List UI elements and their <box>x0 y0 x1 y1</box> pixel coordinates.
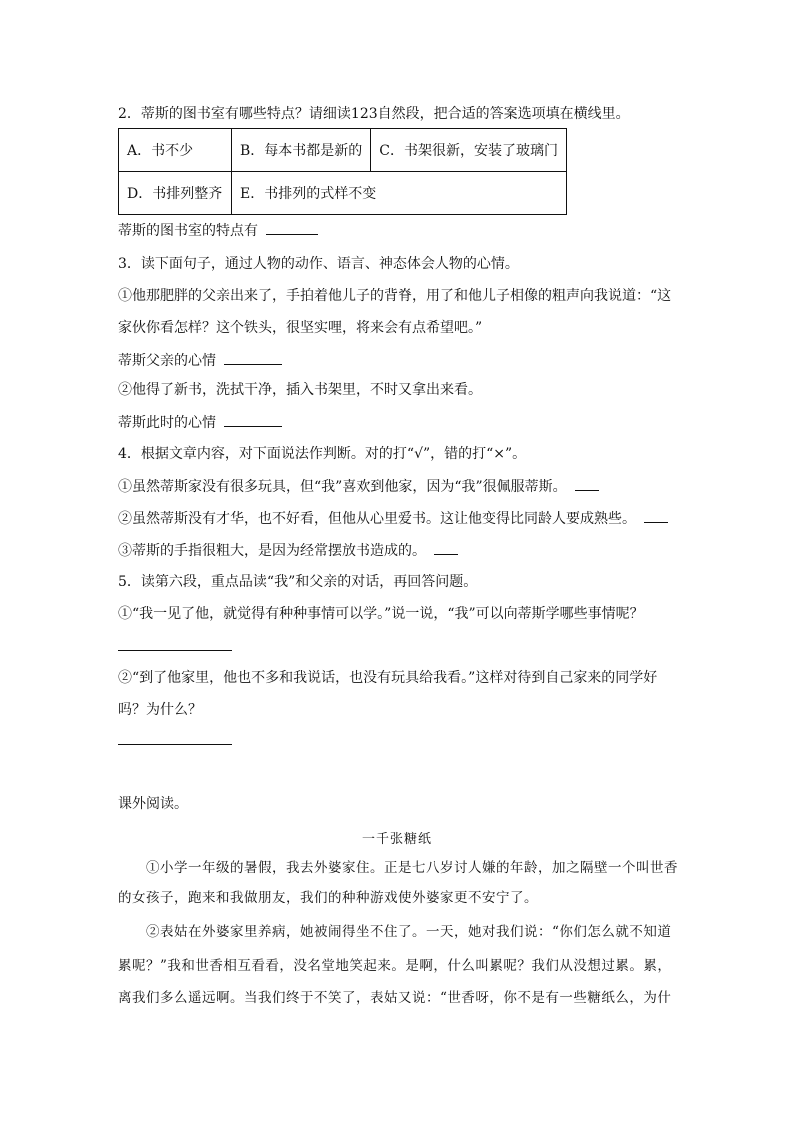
q4-answer-blank-2[interactable] <box>644 508 668 523</box>
q4-item-2-text: ②虽然蒂斯没有才华，也不好看，但他从心里爱书。这让他变得比同龄人要成熟些。 <box>118 511 636 527</box>
q5-answer-rule-1[interactable] <box>118 650 232 651</box>
option-a: A．书不少 <box>119 129 232 172</box>
essay-p1-line-1: ①小学一年级的暑假，我去外婆家住。正是七八岁讨人嫌的年龄，加之隔壁一个叫世香 <box>146 860 678 876</box>
q4-answer-blank-1[interactable] <box>575 476 599 491</box>
q3-prompt-2: 蒂斯此时的心情 <box>118 415 216 431</box>
q5-item-2-line-2: 吗？为什么？ <box>118 702 202 718</box>
question-4-title: 4．根据文章内容，对下面说法作判断。对的打“√”，错的打“×”。 <box>118 446 527 462</box>
q3-answer-line-1 <box>118 350 282 371</box>
essay-p2-line-2: 累呢？”我和世香相互看看，没名堂地笑起来。是啊，什么叫累呢？我们从没想过累。累， <box>118 958 672 974</box>
q3-sentence-1-line-1: ①他那肥胖的父亲出来了，手拍着他儿子的背脊，用了和他儿子相像的粗声向我说道：“这 <box>118 288 672 304</box>
q3-answer-line-2 <box>118 412 282 433</box>
q5-answer-rule-2[interactable] <box>118 744 232 745</box>
q3-sentence-2: ②他得了新书，洗拭干净，插入书架里，不时又拿出来看。 <box>118 382 482 398</box>
q4-item-1-text: ①虽然蒂斯家没有很多玩具，但“我”喜欢到他家，因为“我”很佩服蒂斯。 <box>118 479 567 495</box>
option-b: B．每本书都是新的 <box>232 129 371 172</box>
q3-sentence-1-line-2: 家伙你看怎样？这个铁头，很坚实哩，将来会有点希望吧。” <box>118 320 483 336</box>
essay-p2-line-3: 离我们多么遥远啊。当我们终于不笑了，表姑又说：“世香呀，你不是有一些糖纸么，为什 <box>118 990 672 1006</box>
q4-item-3 <box>118 540 458 561</box>
essay-title: 一千张糖纸 <box>361 832 432 847</box>
q4-item-1 <box>118 476 599 497</box>
q3-answer-blank-1[interactable] <box>224 350 282 365</box>
question-2-title: 2．蒂斯的图书室有哪些特点？请细读123自然段，把合适的答案选项填在横线里。 <box>118 106 630 122</box>
options-table <box>118 128 567 215</box>
q2-answer-prompt: 蒂斯的图书室的特点有 <box>118 223 258 239</box>
essay-p1-line-2: 的女孩子，跑来和我做朋友，我们的种种游戏使外婆家更不安宁了。 <box>118 890 538 906</box>
option-e: E．书排列的式样不变 <box>232 172 567 215</box>
q2-answer-line <box>118 220 318 241</box>
q5-item-1: ①“我一见了他，就觉得有种种事情可以学。”说一说，“我”可以向蒂斯学哪些事情呢？ <box>118 606 644 622</box>
q4-item-2 <box>118 508 668 529</box>
option-d: D．书排列整齐 <box>119 172 232 215</box>
essay-p2-line-1: ②表姑在外婆家里养病，她被闹得坐不住了。一天，她对我们说：“你们怎么就不知道 <box>146 924 672 940</box>
option-c: C．书架很新，安装了玻璃门 <box>371 129 567 172</box>
q4-answer-blank-3[interactable] <box>434 540 458 555</box>
question-5-title: 5．读第六段，重点品读“我”和父亲的对话，再回答问题。 <box>118 574 478 590</box>
q3-answer-blank-2[interactable] <box>224 412 282 427</box>
q3-prompt-1: 蒂斯父亲的心情 <box>118 353 216 369</box>
extra-reading-heading: 课外阅读。 <box>118 796 188 812</box>
q5-item-2-line-1: ②“到了他家里，他也不多和我说话，也没有玩具给我看。”这样对待到自己家来的同学好 <box>118 670 658 686</box>
q2-answer-blank[interactable] <box>266 220 318 235</box>
q4-item-3-text: ③蒂斯的手指很粗大，是因为经常摆放书造成的。 <box>118 543 426 559</box>
question-3-title: 3．读下面句子，通过人物的动作、语言、神态体会人物的心情。 <box>118 256 519 272</box>
